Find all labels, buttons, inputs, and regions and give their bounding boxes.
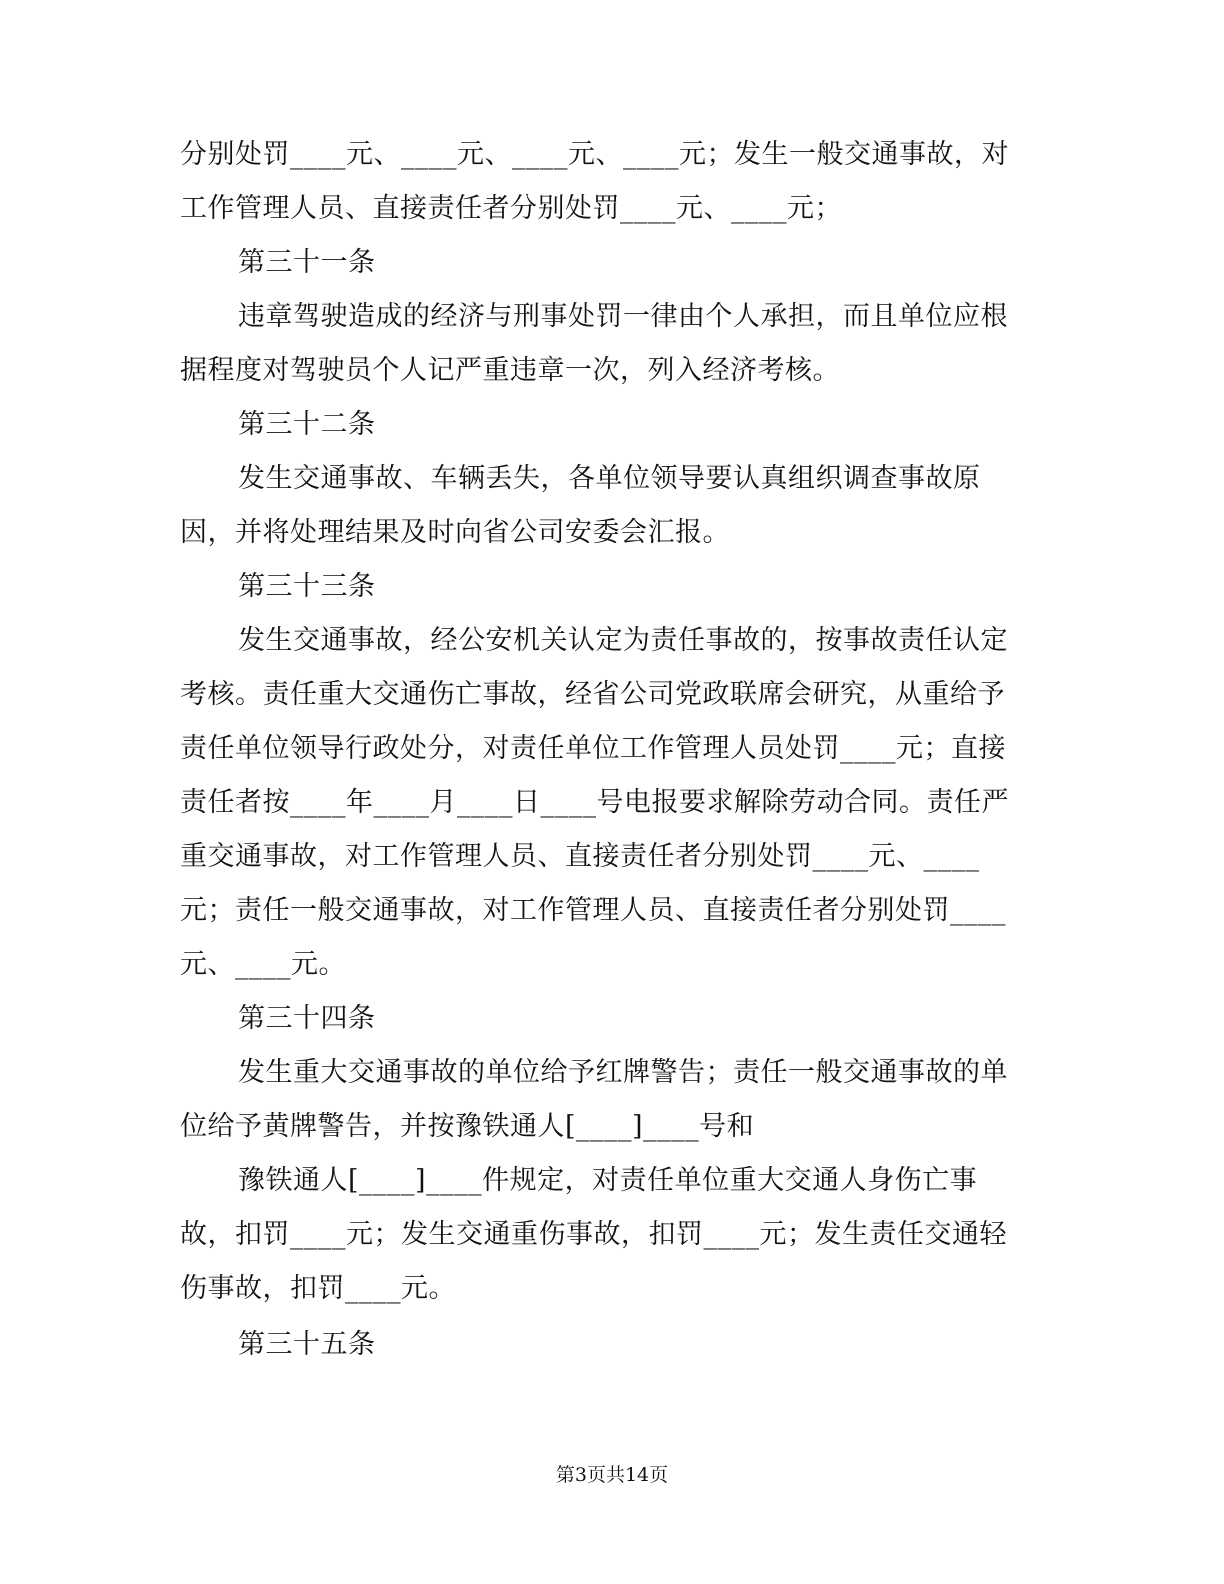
text-line-16: 元、____元。: [180, 949, 346, 980]
text-line-4: 违章驾驶造成的经济与刑事处罚一律由个人承担，而且单位应根: [238, 301, 1008, 332]
text-line-19: 位给予黄牌警告，并按豫铁通人[____]____号和: [180, 1111, 755, 1142]
text-line-21: 故，扣罚____元；发生交通重伤事故，扣罚____元；发生责任交通轻: [180, 1219, 1007, 1250]
text-line-11: 考核。责任重大交通伤亡事故，经省公司党政联席会研究，从重给予: [180, 679, 1005, 710]
article-34-heading: 第三十四条: [238, 1003, 376, 1034]
article-33-heading: 第三十三条: [238, 571, 376, 602]
page-number-footer: 第3页共14页: [555, 1464, 669, 1486]
text-line-5: 据程度对驾驶员个人记严重违章一次，列入经济考核。: [180, 355, 840, 386]
text-line-18: 发生重大交通事故的单位给予红牌警告；责任一般交通事故的单: [238, 1057, 1008, 1088]
text-line-2: 工作管理人员、直接责任者分别处罚____元、____元；: [180, 193, 842, 224]
text-line-12: 责任单位领导行政处分，对责任单位工作管理人员处罚____元；直接: [180, 733, 1006, 764]
text-line-20: 豫铁通人[____]____件规定，对责任单位重大交通人身伤亡事: [238, 1165, 978, 1196]
article-31-heading: 第三十一条: [238, 247, 376, 278]
text-line-15: 元；责任一般交通事故，对工作管理人员、直接责任者分别处罚____: [180, 895, 1006, 926]
text-line-22: 伤事故，扣罚____元。: [180, 1273, 456, 1304]
text-line-10: 发生交通事故，经公安机关认定为责任事故的，按事故责任认定: [238, 625, 1008, 656]
text-line-14: 重交通事故，对工作管理人员、直接责任者分别处罚____元、____: [180, 841, 980, 872]
article-35-heading: 第三十五条: [238, 1329, 376, 1360]
text-line-13: 责任者按____年____月____日____号电报要求解除劳动合同。责任严: [180, 787, 1009, 818]
text-line-1: 分别处罚____元、____元、____元、____元；发生一般交通事故，对: [180, 139, 1009, 170]
document-page: [180, 128, 1040, 1372]
article-32-heading: 第三十二条: [238, 409, 376, 440]
text-line-8: 因，并将处理结果及时向省公司安委会汇报。: [180, 517, 730, 548]
text-line-7: 发生交通事故、车辆丢失，各单位领导要认真组织调查事故原: [238, 463, 981, 494]
